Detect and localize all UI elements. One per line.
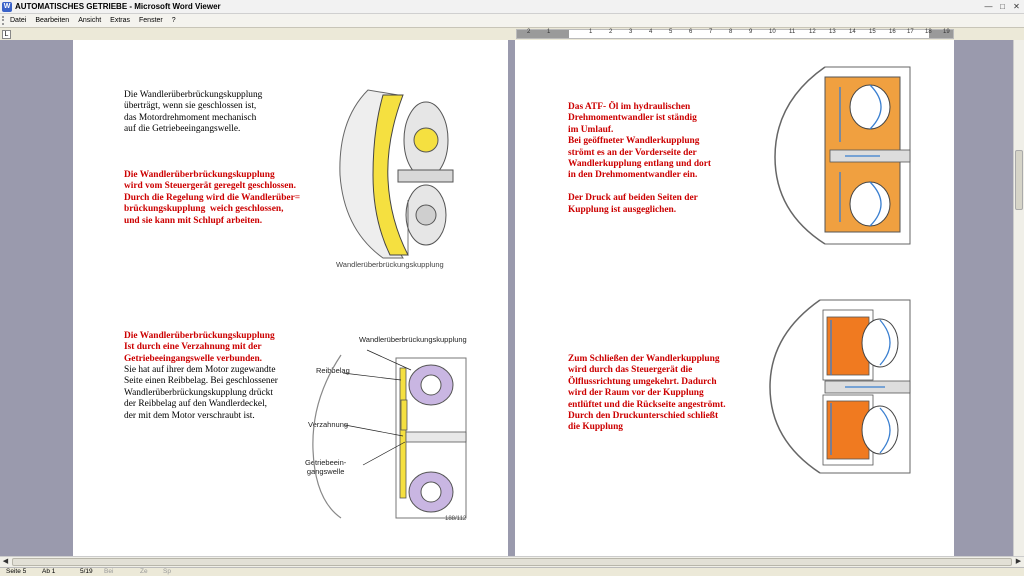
paragraph-verzahnung-red: Die Wandlerüberbrückungskupplung Ist durch eine Verzahnung mit der Getriebeeingangswelle verbunden. [124,331,275,364]
document-page-right [515,40,954,556]
ruler-row [0,27,1024,40]
menu-ansicht[interactable]: Ansicht [78,17,102,24]
ruler-number: 2 [609,29,613,35]
document-page-left [73,40,508,556]
menu-datei[interactable]: Datei [10,17,27,24]
tab-selector-icon[interactable]: L [2,30,11,39]
ruler-number: 12 [809,29,816,35]
window-title: AUTOMATISCHES GETRIEBE - Microsoft Word Viewer [15,2,221,11]
window-controls [983,1,1022,12]
horizontal-scrollbar[interactable] [0,556,1024,567]
ruler-number: 17 [907,29,914,35]
title-bar [0,0,1024,14]
vertical-scroll-thumb[interactable] [1015,150,1023,210]
maximize-icon[interactable]: □ [1000,2,1005,11]
toolbar-grip-icon[interactable] [2,16,6,25]
ruler-number: 15 [869,29,876,35]
document-workspace[interactable] [0,40,1013,556]
menu-extras[interactable]: Extras [110,17,131,24]
paragraph-schliessen: Zum Schließen der Wandlerkupplung wird durch das Steuergerät die Ölflussrichtung umgekehrt. Dadurch wird der Raum vor der Kupplung entlüftet und die Rückseite angeströmt. Durch den Druckunterschied schließt die Kupplung [568,354,726,433]
converter-cutaway-diagram [328,80,458,260]
menu-bar [0,14,1024,27]
ruler-number: 16 [889,29,896,35]
ruler-number: 1 [547,29,551,35]
ruler-number: 11 [789,29,796,35]
converter-flow-closed-diagram [765,295,920,475]
status-bar [0,567,1024,576]
status-column: Sp [163,568,171,575]
status-line: Ze [140,568,148,575]
ruler-number: 4 [649,29,653,35]
word-viewer-icon[interactable]: W [3,2,11,10]
status-page: Seite 5 [6,568,27,575]
ruler-number: 13 [829,29,836,35]
ruler-number: 10 [769,29,776,35]
ruler-left-margin [517,30,569,38]
horizontal-ruler[interactable] [516,29,954,39]
menu-help[interactable]: ? [171,17,176,24]
figure-number: 188/112 [445,516,467,522]
status-section: Ab 1 [42,568,56,575]
horizontal-scroll-thumb[interactable] [12,558,1012,566]
ruler-number: 19 [943,29,950,35]
paragraph-atf-umlauf: Das ATF- Öl im hydraulischen Drehmomentwandler ist ständig im Umlauf. Bei geöffneter Wandlerkupplung strömt es an der Vorderseite der Wandlerkupplung entlang und dort in den Drehmomentwandler ein. Der Druck auf beiden Seiten der Kupplung ist ausgeglichen. [568,102,712,215]
scroll-left-icon[interactable]: ◀ [2,558,9,565]
ruler-number: 6 [689,29,693,35]
minimize-icon[interactable]: — [984,2,993,11]
ruler-number: 7 [709,29,713,35]
paragraph-reibbelag: Sie hat auf ihrer dem Motor zugewandte Seite einen Reibbelag. Bei geschlossener Wandlerüberbrückungskupplung drückt der Reibbelag auf den Wandlerdeckel, der mit dem Motor verschraubt ist. [124,365,278,421]
ruler-number: 9 [749,29,753,35]
ruler-number: 14 [849,29,856,35]
clutch-section-diagram [301,340,481,520]
vertical-scrollbar[interactable] [1013,40,1024,556]
diagram-title-wandlerkupplung: Wandlerüberbrückungskupplung [359,335,467,344]
paragraph-regelung: Die Wandlerüberbrückungskupplung wird vom Steuergerät geregelt geschlossen. Durch die Regelung wird die Wandlerüber= brückungskupplung weich geschlossen, und sie kann mit Schlupf arbeiten. [124,170,301,226]
ruler-number: 3 [629,29,633,35]
scroll-right-icon[interactable]: ▶ [1015,558,1022,565]
paragraph-intro: Die Wandlerüberbrückungskupplung überträgt, wenn sie geschlossen ist, das Motordrehmoment mechanisch auf die Getriebeeingangswelle. [124,90,263,135]
ruler-number: 8 [729,29,733,35]
label-reibbelag: Reibbelag [316,366,350,375]
ruler-number: 5 [669,29,673,35]
label-verzahnung: Verzahnung [308,420,349,429]
status-position: Bei [104,568,114,575]
close-icon[interactable]: ✕ [1013,2,1020,11]
ruler-number: 1 [589,29,593,35]
status-page-count: 5/19 [80,568,93,575]
caption-wandlerkupplung: Wandlerüberbrückungskupplung [336,260,444,269]
ruler-number: 18 [925,29,932,35]
label-getriebeeingangswelle: Getriebeein- gangswelle [305,458,347,476]
converter-flow-open-diagram [770,62,920,247]
ruler-number: 2 [527,29,531,35]
menu-bearbeiten[interactable]: Bearbeiten [35,17,70,24]
menu-fenster[interactable]: Fenster [139,17,163,24]
